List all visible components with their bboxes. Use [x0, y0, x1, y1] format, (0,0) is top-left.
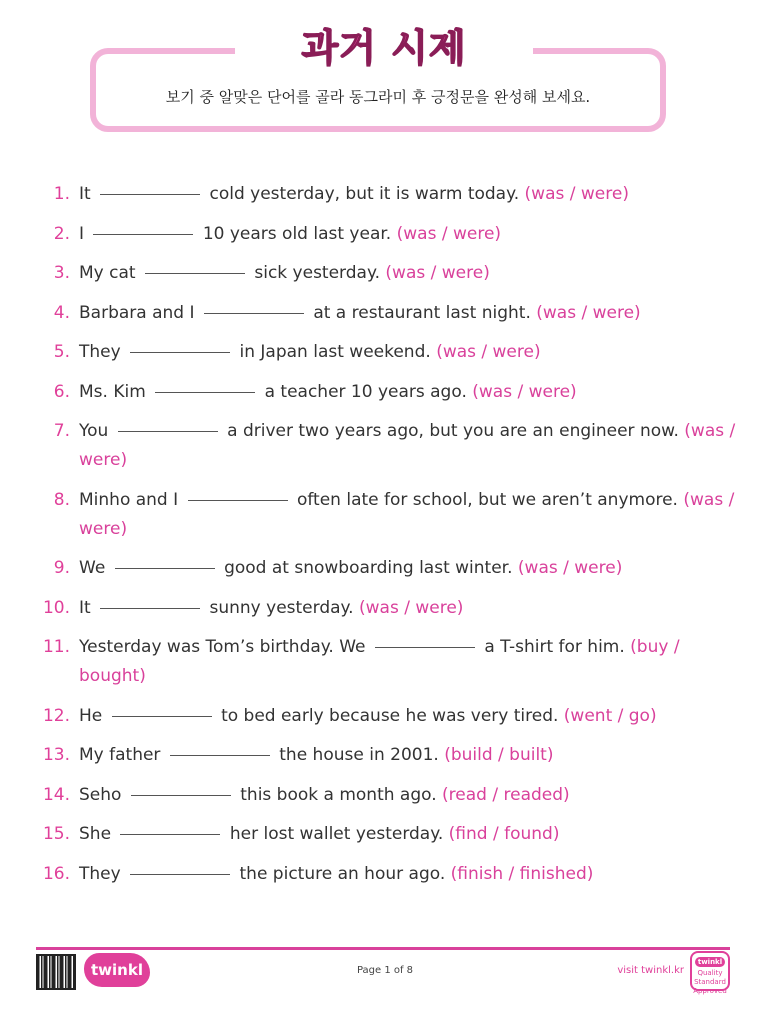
- question-text-after: cold yesterday, but it is warm today.: [209, 184, 520, 204]
- question-item: [30, 741, 740, 770]
- visit-link[interactable]: visit twinkl.kr: [617, 965, 684, 976]
- word-choice: (was / were): [517, 558, 623, 578]
- title-wrap: [235, 26, 533, 70]
- question-text-before: Yesterday was Tom’s birthday. We: [79, 637, 366, 657]
- question-item: [30, 417, 740, 475]
- question-number: 15.: [42, 824, 70, 844]
- question-number: 6.: [53, 381, 70, 402]
- question-item: [30, 220, 740, 249]
- question-text-after: the picture an hour ago.: [239, 863, 446, 884]
- question-text-after: 10 years old last year.: [202, 223, 392, 244]
- word-choice: (was / were): [79, 489, 735, 539]
- footer-divider: [36, 947, 730, 950]
- question-text-after: this book a month ago.: [240, 784, 437, 805]
- answer-blank[interactable]: [112, 715, 212, 717]
- answer-blank[interactable]: [115, 567, 215, 569]
- word-choice: (was / were): [79, 421, 736, 470]
- question-text-before: He: [79, 705, 103, 726]
- instruction-text: 보기 중 알맞은 단어를 골라 동그라미 후 긍정문을 완성해 보세요.: [165, 88, 591, 106]
- question-item: [30, 299, 740, 328]
- answer-blank[interactable]: [145, 272, 245, 274]
- word-choice: (was / were): [359, 597, 464, 618]
- word-choice: (finish / finished): [450, 863, 594, 884]
- question-number: 8.: [53, 489, 70, 510]
- word-choice: (was / were): [536, 302, 641, 323]
- word-choice: (was / were): [396, 223, 502, 244]
- page-title: 과거 시제: [301, 26, 467, 70]
- question-text-after: to bed early because he was very tired.: [221, 705, 559, 726]
- question-text-after: the house in 2001.: [279, 745, 439, 765]
- question-item: [30, 486, 740, 544]
- question-item: [30, 180, 740, 209]
- question-item: [30, 378, 740, 407]
- answer-blank[interactable]: [118, 430, 218, 432]
- question-number: 1.: [53, 184, 70, 204]
- qr-code-icon: [36, 954, 76, 990]
- question-text-before: Minho and I: [79, 489, 179, 510]
- word-choice: (was / were): [385, 263, 490, 283]
- question-number: 3.: [53, 263, 70, 283]
- question-text-after: at a restaurant last night.: [313, 302, 531, 323]
- question-text-after: a T-shirt for him.: [484, 637, 625, 657]
- question-item: [30, 633, 740, 691]
- answer-blank[interactable]: [120, 833, 220, 835]
- question-text-before: We: [79, 558, 106, 578]
- page-number: Page 1 of 8: [356, 965, 414, 976]
- twinkl-logo: twinkl: [84, 953, 150, 987]
- question-item: [30, 820, 740, 849]
- word-choice: (find / found): [448, 824, 560, 844]
- question-text-before: She: [79, 824, 112, 844]
- question-item: [30, 594, 740, 623]
- question-text-before: It: [79, 597, 91, 618]
- question-number: 14.: [42, 784, 70, 805]
- question-number: 2.: [53, 223, 70, 244]
- question-text-after: often late for school, but we aren’t anymore.: [296, 489, 678, 510]
- question-number: 9.: [53, 558, 70, 578]
- question-text-before: My father: [79, 745, 161, 765]
- question-item: [30, 554, 740, 583]
- quality-badge: [690, 951, 730, 995]
- question-list: [30, 180, 740, 899]
- question-text-before: You: [79, 421, 109, 441]
- word-choice: (was / were): [436, 342, 541, 362]
- question-text-before: My cat: [79, 263, 136, 283]
- question-number: 16.: [42, 863, 70, 884]
- question-text-after: in Japan last weekend.: [239, 342, 431, 362]
- word-choice: (went / go): [563, 705, 657, 726]
- question-number: 5.: [53, 342, 70, 362]
- question-number: 7.: [53, 421, 70, 441]
- question-text-before: They: [79, 863, 121, 884]
- badge-logo: twinkl: [695, 957, 725, 967]
- answer-blank[interactable]: [188, 499, 288, 501]
- answer-blank[interactable]: [93, 233, 193, 235]
- question-number: 12.: [42, 705, 70, 726]
- answer-blank[interactable]: [130, 873, 230, 875]
- question-item: [30, 702, 740, 731]
- question-item: [30, 860, 740, 889]
- question-text-before: Ms. Kim: [79, 381, 146, 402]
- question-text-after: sunny yesterday.: [209, 597, 354, 618]
- question-text-before: Barbara and I: [79, 302, 195, 323]
- badge-text: Quality Standard Approved: [693, 969, 727, 995]
- question-text-after: a teacher 10 years ago.: [264, 381, 467, 402]
- question-number: 11.: [42, 637, 70, 657]
- word-choice: (read / readed): [442, 784, 570, 805]
- question-text-after: sick yesterday.: [254, 263, 380, 283]
- answer-blank[interactable]: [100, 607, 200, 609]
- question-item: [30, 338, 740, 367]
- word-choice: (buy / bought): [79, 637, 680, 686]
- word-choice: (build / built): [444, 745, 554, 765]
- question-number: 13.: [42, 745, 70, 765]
- question-text-before: They: [79, 342, 121, 362]
- question-item: [30, 259, 740, 288]
- answer-blank[interactable]: [204, 312, 304, 314]
- word-choice: (was / were): [472, 381, 577, 402]
- word-choice: (was / were): [524, 184, 629, 204]
- answer-blank[interactable]: [130, 351, 230, 353]
- answer-blank[interactable]: [155, 391, 255, 393]
- question-text-before: It: [79, 184, 91, 204]
- answer-blank[interactable]: [170, 754, 270, 756]
- question-text-after: her lost wallet yesterday.: [229, 824, 444, 844]
- answer-blank[interactable]: [131, 794, 231, 796]
- question-number: 4.: [53, 302, 70, 323]
- question-text-before: I: [79, 223, 85, 244]
- question-text-after: good at snowboarding last winter.: [224, 558, 513, 578]
- answer-blank[interactable]: [375, 646, 475, 648]
- question-number: 10.: [42, 597, 70, 618]
- question-text-before: Seho: [79, 784, 122, 805]
- answer-blank[interactable]: [100, 193, 200, 195]
- question-text-after: a driver two years ago, but you are an engineer now.: [227, 421, 679, 441]
- question-item: [30, 781, 740, 810]
